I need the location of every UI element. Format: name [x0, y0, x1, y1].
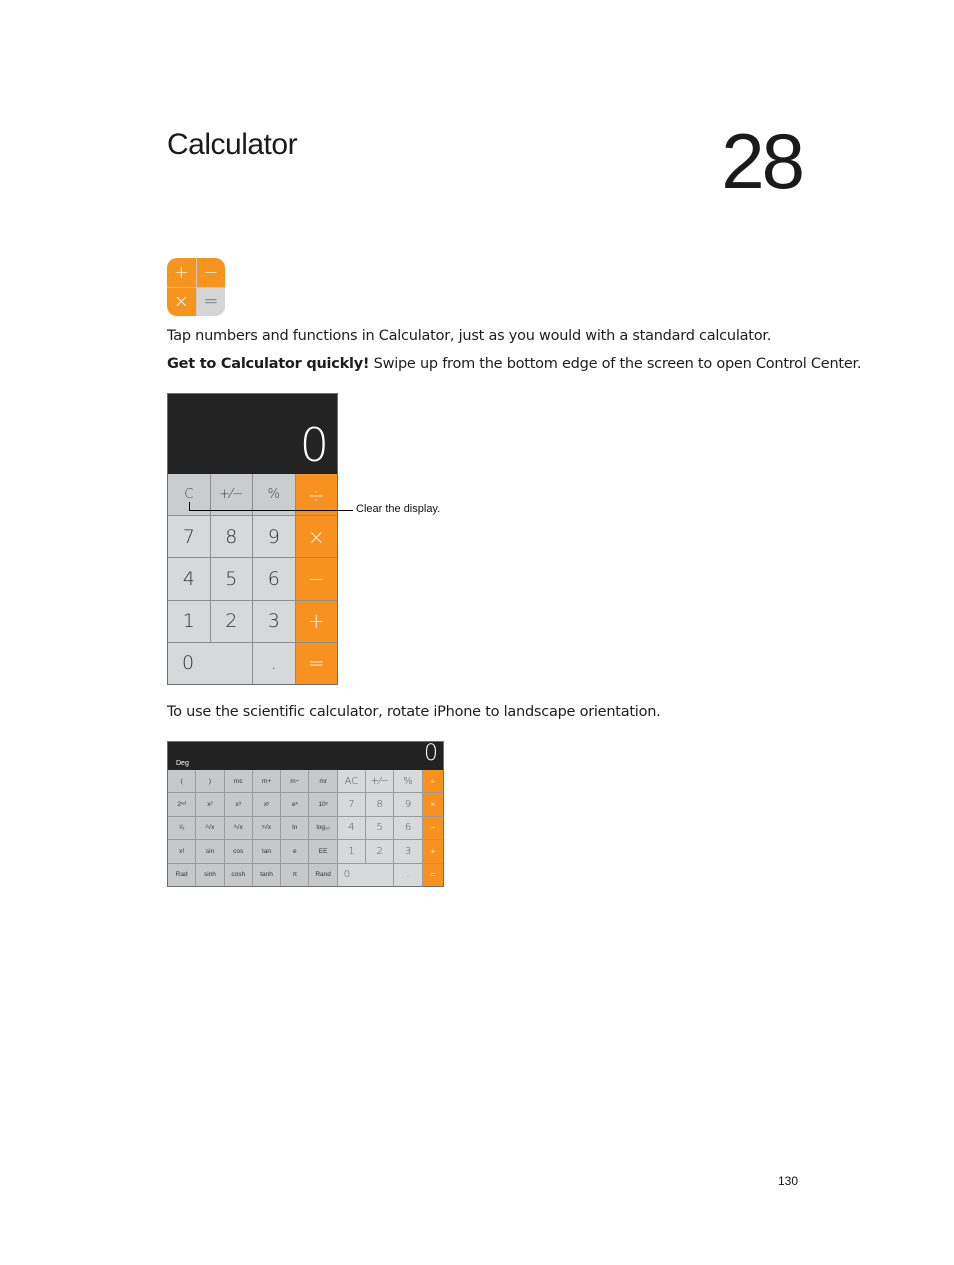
calc-key[interactable]: 9: [253, 516, 295, 557]
sci-key[interactable]: AC: [338, 770, 365, 792]
portrait-keypad: [168, 474, 337, 684]
sci-key[interactable]: e: [281, 840, 308, 862]
sci-key[interactable]: 3: [394, 840, 421, 862]
intro-paragraph: Tap numbers and functions in Calculator, just as you would with a standard calculator.: [167, 328, 772, 344]
sci-key[interactable]: cos: [225, 840, 252, 862]
sci-key[interactable]: +: [423, 840, 443, 862]
sci-key[interactable]: tan: [253, 840, 280, 862]
sci-key[interactable]: m+: [253, 770, 280, 792]
sci-key[interactable]: 9: [394, 793, 421, 815]
calc-key[interactable]: .: [253, 643, 295, 684]
sci-key[interactable]: 5: [366, 817, 393, 839]
calc-key[interactable]: ÷: [296, 474, 338, 515]
calc-key[interactable]: 1: [168, 601, 210, 642]
sci-key[interactable]: tanh: [253, 864, 280, 886]
calc-key[interactable]: C: [168, 474, 210, 515]
landscape-calculator: [167, 741, 444, 887]
calc-key[interactable]: +⁄−: [211, 474, 253, 515]
callout-leader-horizontal: [189, 510, 353, 511]
sci-key[interactable]: m−: [281, 770, 308, 792]
scientific-keypad: [168, 770, 443, 886]
sci-key[interactable]: mr: [309, 770, 336, 792]
sci-key[interactable]: sin: [196, 840, 223, 862]
calc-key[interactable]: 0: [168, 643, 252, 684]
sci-key[interactable]: .: [394, 864, 421, 886]
sci-key[interactable]: EE: [309, 840, 336, 862]
calc-key[interactable]: 4: [168, 558, 210, 599]
sci-key[interactable]: Rand: [309, 864, 336, 886]
chapter-title: Calculator: [167, 128, 298, 161]
scientific-display-value: 0: [424, 741, 438, 766]
sci-key[interactable]: π: [281, 864, 308, 886]
scientific-display: [168, 742, 443, 770]
sci-key[interactable]: 1: [338, 840, 365, 862]
sci-key[interactable]: cosh: [225, 864, 252, 886]
app-icon-equals: =: [197, 288, 226, 317]
sci-key[interactable]: xʸ: [253, 793, 280, 815]
calc-key[interactable]: ×: [296, 516, 338, 557]
sci-key[interactable]: x²: [196, 793, 223, 815]
calc-key[interactable]: 2: [211, 601, 253, 642]
display-value: 0: [299, 418, 329, 472]
sci-key[interactable]: ×: [423, 793, 443, 815]
page-number: 130: [777, 1174, 798, 1188]
sci-key[interactable]: 2ⁿᵈ: [168, 793, 195, 815]
calc-key[interactable]: %: [253, 474, 295, 515]
sci-key[interactable]: 6: [394, 817, 421, 839]
sci-key[interactable]: log₁₀: [309, 817, 336, 839]
tip-paragraph: [167, 356, 861, 372]
sci-key[interactable]: 7: [338, 793, 365, 815]
portrait-calculator: [167, 393, 338, 685]
tip-bold: Get to Calculator quickly!: [167, 356, 370, 372]
calc-key[interactable]: 7: [168, 516, 210, 557]
sci-key[interactable]: 2: [366, 840, 393, 862]
calc-key[interactable]: =: [296, 643, 338, 684]
sci-key[interactable]: %: [394, 770, 421, 792]
sci-key[interactable]: −: [423, 817, 443, 839]
sci-key[interactable]: x³: [225, 793, 252, 815]
sci-key[interactable]: 8: [366, 793, 393, 815]
sci-key[interactable]: mc: [225, 770, 252, 792]
sci-key[interactable]: ʸ√x: [253, 817, 280, 839]
sci-key[interactable]: ³√x: [225, 817, 252, 839]
calc-key[interactable]: +: [296, 601, 338, 642]
calc-key[interactable]: 8: [211, 516, 253, 557]
sci-key[interactable]: ÷: [423, 770, 443, 792]
calc-key[interactable]: 3: [253, 601, 295, 642]
sci-key[interactable]: x!: [168, 840, 195, 862]
sci-key[interactable]: +⁄−: [366, 770, 393, 792]
chapter-number: 28: [721, 117, 802, 205]
sci-key[interactable]: 4: [338, 817, 365, 839]
sci-key[interactable]: eˣ: [281, 793, 308, 815]
tip-text: Swipe up from the bottom edge of the screen to open Control Center.: [369, 356, 862, 372]
calc-key[interactable]: 6: [253, 558, 295, 599]
calc-key[interactable]: 5: [211, 558, 253, 599]
sci-key[interactable]: Rad: [168, 864, 195, 886]
sci-key[interactable]: ): [196, 770, 223, 792]
app-icon-times: ×: [167, 288, 196, 317]
sci-key[interactable]: sinh: [196, 864, 223, 886]
sci-key[interactable]: =: [423, 864, 443, 886]
app-icon-minus: −: [197, 258, 226, 287]
sci-key[interactable]: ²√x: [196, 817, 223, 839]
callout-clear-display: Clear the display.: [356, 503, 441, 515]
calc-key[interactable]: −: [296, 558, 338, 599]
angle-mode: Deg: [176, 760, 189, 767]
sci-key[interactable]: (: [168, 770, 195, 792]
app-icon-plus: +: [167, 258, 196, 287]
sci-key[interactable]: ln: [281, 817, 308, 839]
sci-key[interactable]: 0: [338, 864, 394, 886]
calculator-display: [168, 394, 337, 474]
sci-key[interactable]: ¹⁄ₓ: [168, 817, 195, 839]
landscape-paragraph: To use the scientific calculator, rotate iPhone to landscape orientation.: [167, 704, 661, 720]
sci-key[interactable]: 10ˣ: [309, 793, 336, 815]
calculator-app-icon: [167, 258, 225, 316]
